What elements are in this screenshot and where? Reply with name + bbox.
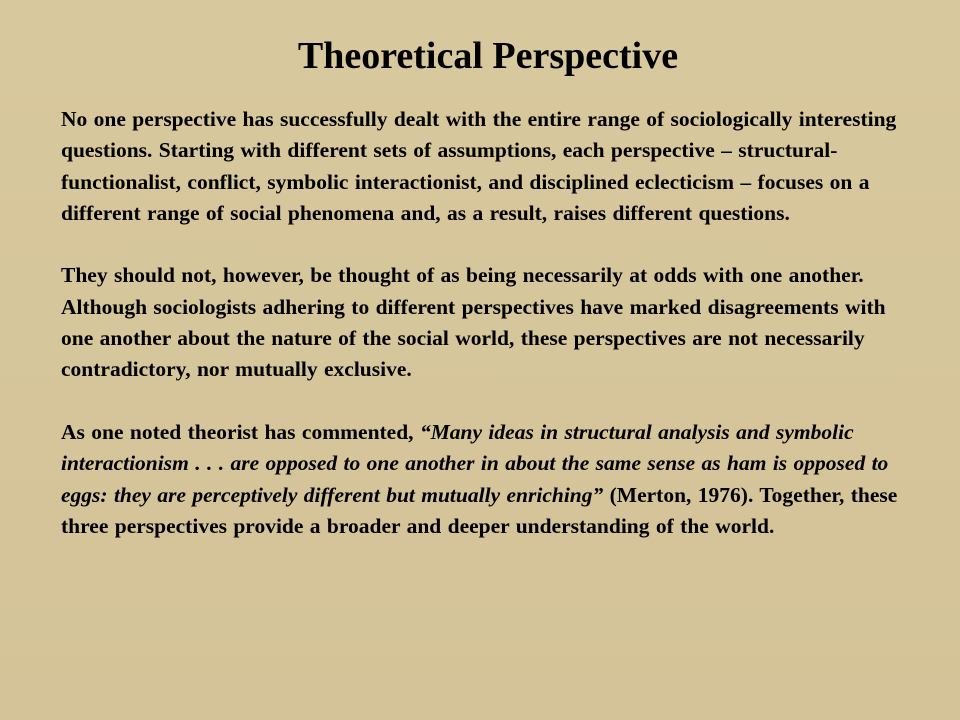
slide-body: [61, 104, 921, 542]
paragraph-perspectives: No one perspective has successfully dealt with the entire range of sociologically interesting questions. Starting with different sets of assumptions, each perspective – structural-functionalist, conflict, symbolic interactionist, and disciplined eclecticism – focuses on a different range of social phenomena and, as a result, raises different questions.: [61, 107, 897, 225]
paragraph-merton-quote: [61, 417, 921, 542]
quote-lead-text: As one noted theorist has commented,: [61, 419, 420, 444]
paragraph-not-at-odds: They should not, however, be thought of as being necessarily at odds with one another. Although sociologists adhering to different perspectives have marked disagreements with one another about the nature of the social world, these perspectives are not necessarily contradictory, nor mutually exclusive.: [61, 263, 886, 382]
quote-tail-text: (Merton, 1976). Together, these three perspectives provide a broader and deeper understanding of the world.: [61, 482, 898, 538]
slide-title: Theoretical Perspective: [297, 35, 679, 77]
merton-quote: “Many ideas in structural analysis and symbolic interactionism . . . are opposed to one another in about the same sense as ham is opposed to eggs: they are perceptively different but mutually enriching”: [61, 419, 889, 507]
